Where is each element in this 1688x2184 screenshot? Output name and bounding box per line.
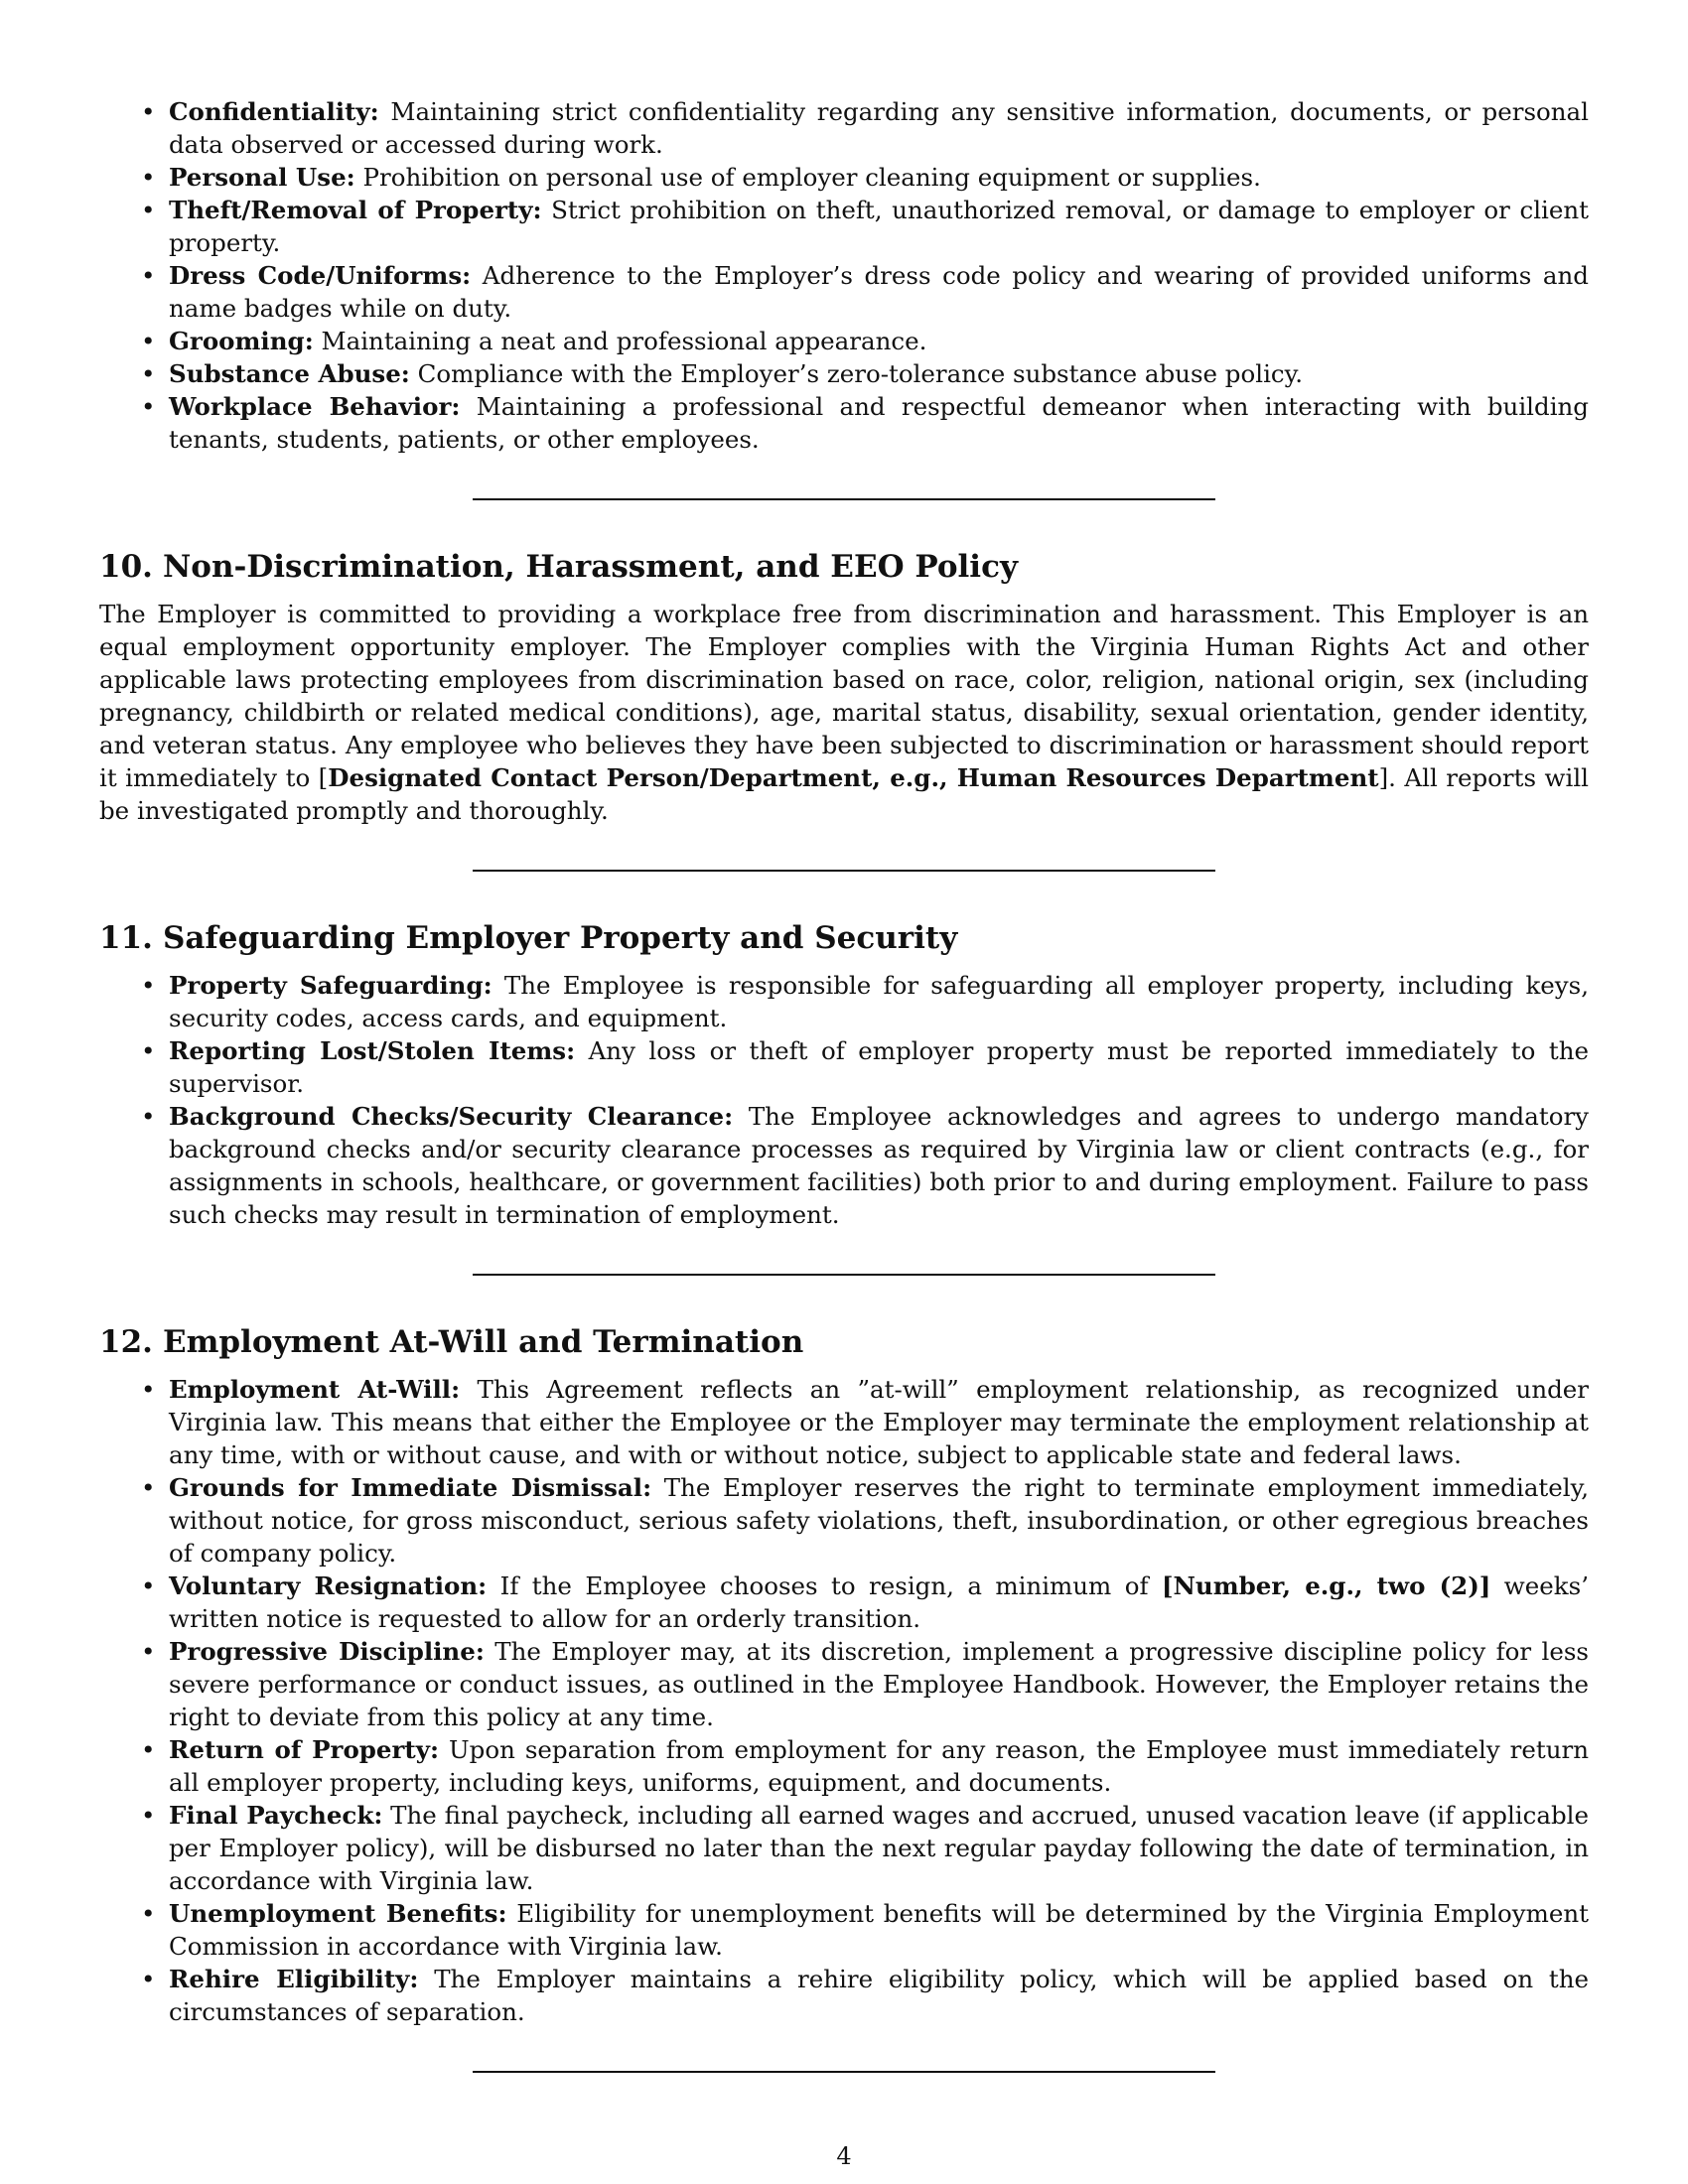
section-divider [473,870,1215,872]
list-item: • Voluntary Resignation: If the Employee chooses to resign, a minimum of [Number, e.g., two (2)] weeks’ written notice is requested to allow for an orderly transition. [169,1570,1589,1635]
list-item: • Confidentiality: Maintaining strict confidentiality regarding any sensitive information, documents, or personal data observed or accessed during work. [169,95,1589,161]
conduct-list [99,95,1589,456]
list-item: • Grounds for Immediate Dismissal: The Employer reserves the right to terminate employment immediately, without notice, for gross misconduct, serious safety violations, theft, insubordination, or other egregious breaches of company policy. [169,1471,1589,1570]
list-item: • Personal Use: Prohibition on personal use of employer cleaning equipment or supplies. [169,161,1589,194]
section-10-heading: 10. Non-Discrimination, Harassment, and EEO Policy [99,549,1018,585]
list-item: • Property Safeguarding: The Employee is responsible for safeguarding all employer property, including keys, security codes, access cards, and equipment. [169,969,1589,1034]
list-item: • Theft/Removal of Property: Strict prohibition on theft, unauthorized removal, or damage to employer or client property. [169,194,1589,259]
list-item: • Rehire Eligibility: The Employer maintains a rehire eligibility policy, which will be applied based on the circumstances of separation. [169,1963,1589,2028]
section-divider [473,2071,1215,2073]
list-item: • Background Checks/Security Clearance: The Employee acknowledges and agrees to undergo mandatory background checks and/or security clearance processes as required by Virginia law or client contracts (e.g., for assignments in schools, healthcare, or government facilities) both prior to and during employment. Failure to pass such checks may result in termination of employment. [169,1100,1589,1231]
section-divider [473,1274,1215,1276]
section-divider [473,498,1215,500]
list-item: • Reporting Lost/Stolen Items: Any loss or theft of employer property must be reported immediately to the supervisor. [169,1034,1589,1100]
section-12-list [99,1373,1589,2028]
list-item: • Employment At-Will: This Agreement reflects an ”at-will” employment relationship, as recognized under Virginia law. This means that either the Employee or the Employer may terminate the employment relationship at any time, with or without cause, and with or without notice, subject to applicable state and federal laws. [169,1373,1589,1471]
list-item: • Substance Abuse: Compliance with the Employer’s zero-tolerance substance abuse policy. [169,357,1589,390]
list-item: • Final Paycheck: The final paycheck, including all earned wages and accrued, unused vacation leave (if applicable per Employer policy), will be disbursed no later than the next regular payday following the date of termination, in accordance with Virginia law. [169,1799,1589,1897]
section-12-heading: 12. Employment At-Will and Termination [99,1324,804,1360]
list-item: • Workplace Behavior: Maintaining a professional and respectful demeanor when interacting with building tenants, students, patients, or other employees. [169,390,1589,456]
section-10-paragraph: The Employer is committed to providing a workplace free from discrimination and harassment. This Employer is an equal employment opportunity employer. The Employer complies with the Virginia Human Rights Act and other applicable laws protecting employees from discrimination based on race, color, religion, national origin, sex (including pregnancy, childbirth or related medical conditions), age, marital status, disability, sexual orientation, gender identity, and veteran status. Any employee who believes they have been subjected to discrimination or harassment should report it immediately to [Designated Contact Person/Department, e.g., Human Resources Department]. All reports will be investigated promptly and thoroughly. [99,600,1590,825]
section-11-list [99,969,1589,1231]
list-item: • Dress Code/Uniforms: Adherence to the Employer’s dress code policy and wearing of provided uniforms and name badges while on duty. [169,259,1589,325]
list-item: • Progressive Discipline: The Employer may, at its discretion, implement a progressive discipline policy for less severe performance or conduct issues, as outlined in the Employee Handbook. However, the Employer retains the right to deviate from this policy at any time. [169,1635,1589,1733]
page-number: 4 [836,2142,852,2170]
list-item: • Grooming: Maintaining a neat and professional appearance. [169,325,1589,357]
list-item: • Return of Property: Upon separation from employment for any reason, the Employee must immediately return all employer property, including keys, uniforms, equipment, and documents. [169,1733,1589,1799]
document-page [99,95,1589,2119]
list-item: • Unemployment Benefits: Eligibility for unemployment benefits will be determined by the Virginia Employment Commission in accordance with Virginia law. [169,1897,1589,1963]
section-11-heading: 11. Safeguarding Employer Property and Security [99,920,958,956]
